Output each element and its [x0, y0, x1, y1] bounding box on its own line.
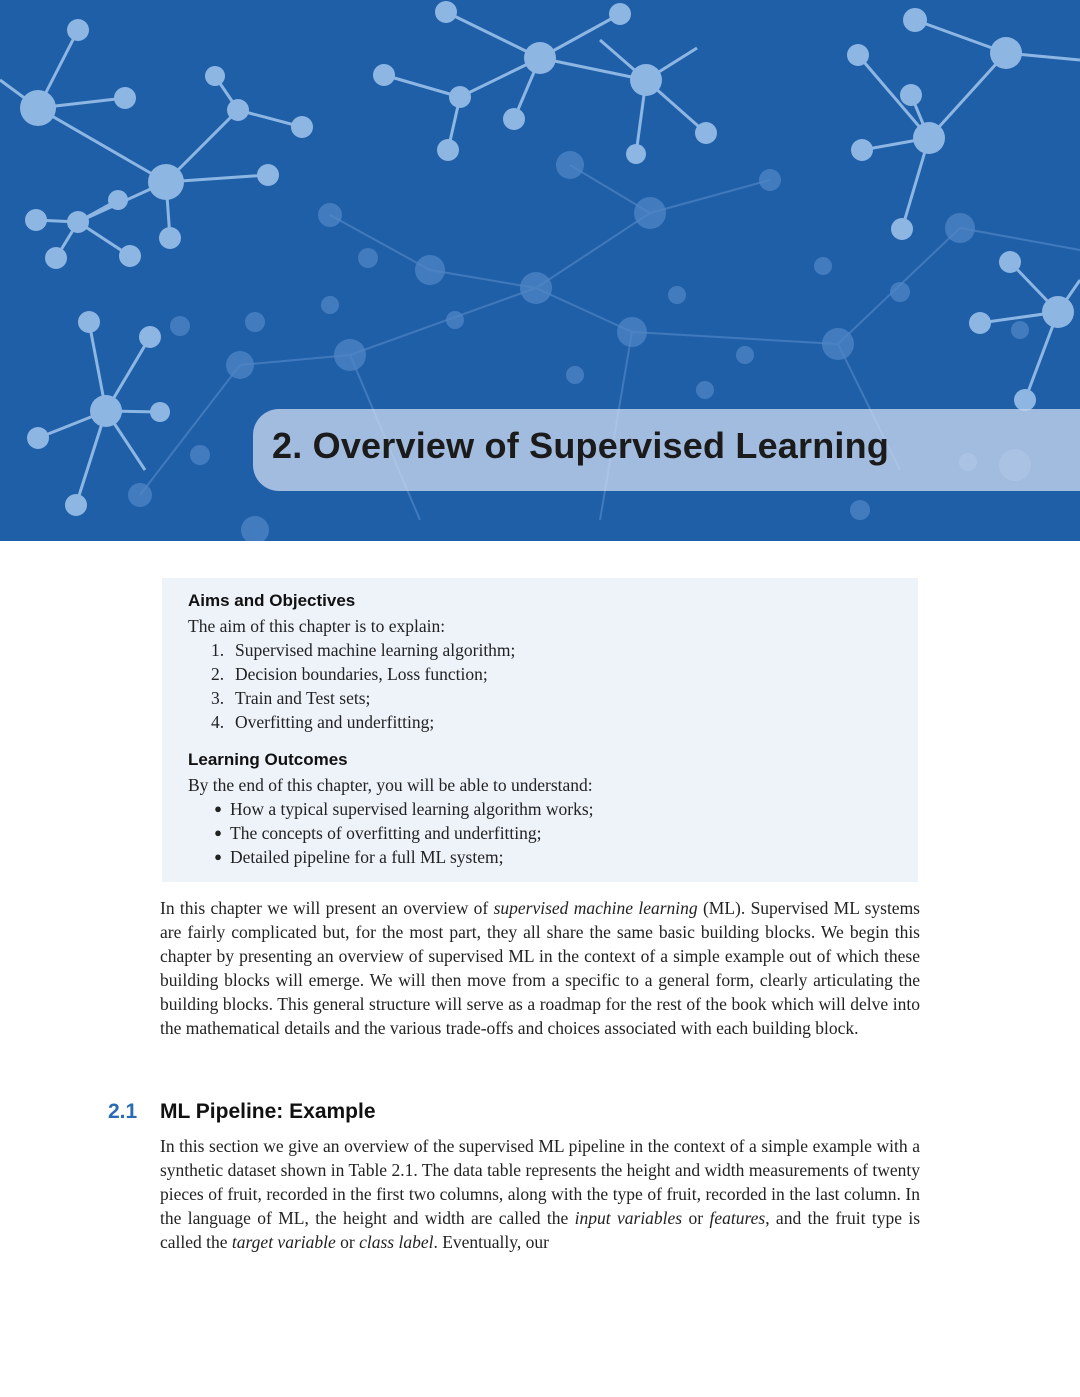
- aims-intro: The aim of this chapter is to explain:: [188, 616, 446, 636]
- bullet-icon: ●: [214, 825, 222, 840]
- intro-paragraph: In this chapter we will present an overview of supervised machine learning (ML). Supervised ML systems are fairly complicated but, for the most part, they all share the same basic building blocks. We begin this chapter by presenting an overview of supervised ML in the context of a simple example out of which these building blocks will emerge. We will then move from a specific to a general form, clearly articulating the building blocks. This general structure will serve as a roadmap for the rest of the book which will delve into the mathematical details and the various trade-offs and choices associated with each building block.: [160, 898, 920, 1038]
- bullet-icon: ●: [214, 801, 222, 816]
- section-heading: [108, 1098, 376, 1126]
- section-title: ML Pipeline: Example: [160, 1100, 376, 1123]
- outcomes-item: ● Detailed pipeline for a full ML system;: [206, 845, 503, 869]
- section-paragraph: In this section we give an overview of the supervised ML pipeline in the context of a simple example with a synthetic dataset shown in Table 2.1. The data table represents the height and width measurements of twenty pieces of fruit, recorded in the first two columns, along with the type of fruit, recorded in the last column. In the language of ML, the height and width are called the input variables or features, and the fruit type is called the target variable or class label. Eventually, our: [160, 1136, 921, 1252]
- aims-heading: Aims and Objectives: [188, 591, 356, 610]
- outcomes-item: ● The concepts of overfitting and underfitting;: [206, 821, 542, 845]
- outcomes-intro: By the end of this chapter, you will be able to understand:: [188, 775, 593, 795]
- aims-item: 2. Decision boundaries, Loss function;: [211, 664, 488, 684]
- aims-item: 4. Overfitting and underfitting;: [211, 712, 435, 732]
- aims-item: 1. Supervised machine learning algorithm;: [211, 640, 516, 660]
- outcomes-item: ● How a typical supervised learning algorithm works;: [206, 797, 594, 821]
- bullet-icon: ●: [214, 849, 222, 864]
- outcomes-heading: Learning Outcomes: [188, 750, 348, 769]
- chapter-banner: [0, 0, 1080, 541]
- chapter-title: 2. Overview of Supervised Learning: [272, 425, 890, 466]
- section-number: 2.1: [108, 1100, 138, 1123]
- aims-item: 3. Train and Test sets;: [211, 688, 371, 708]
